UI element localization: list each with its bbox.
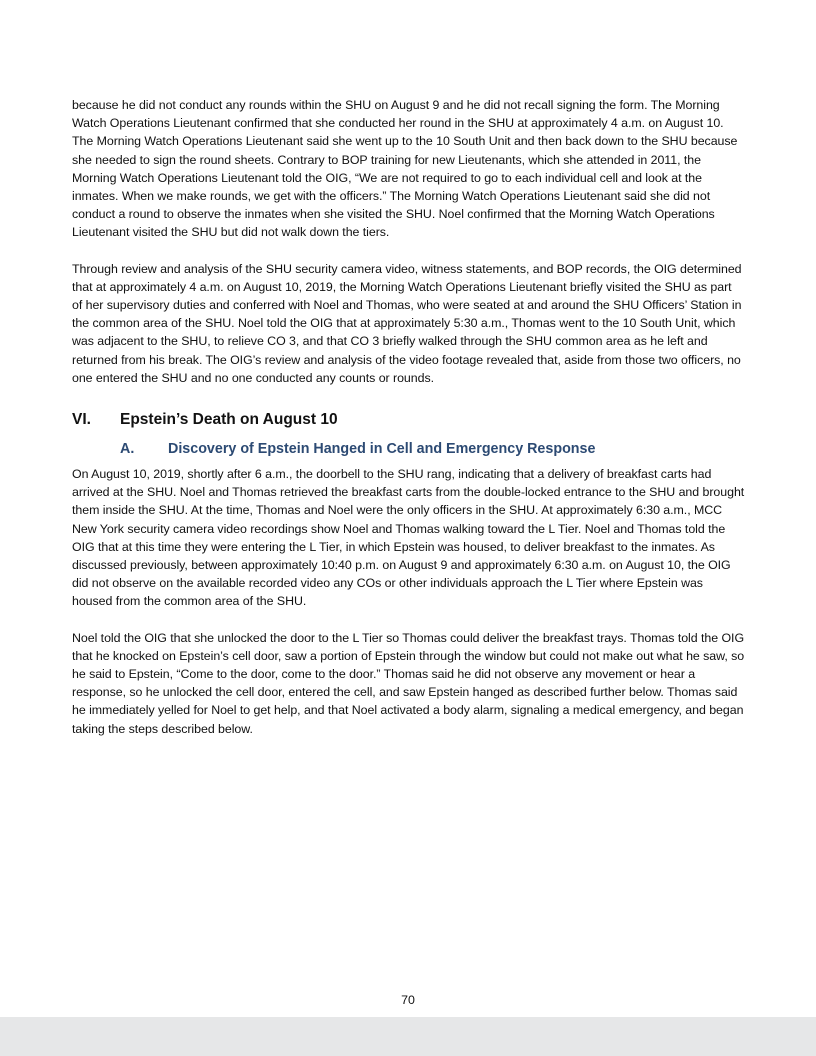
page-content — [72, 96, 745, 738]
section-number: VI. — [72, 411, 91, 429]
section-heading — [72, 411, 745, 433]
subsection-number: A. — [120, 441, 135, 458]
page-number: 70 — [401, 993, 415, 1007]
subsection-heading — [72, 441, 745, 465]
paragraph-discovery: Noel told the OIG that she unlocked the door to the L Tier so Thomas could deliver the breakfast trays. Thomas told the OIG that he knocked on Epstein’s cell door, saw a portion of Epstein through the window but could not make out what he saw, so he said to Epstein, “Come to the door, come to the door.” Thomas said he did not observe any movement or hear a response, so he unlocked the cell door, entered the cell, and saw Epstein hanged as described further below. Thomas said he immediately yelled for Noel to get help, and that Noel activated a body alarm, signaling a medical emergency, and began taking the steps described below. — [72, 630, 745, 736]
subsection-title: Discovery of Epstein Hanged in Cell and Emergency Response — [168, 441, 596, 458]
paragraph-video-review: Through review and analysis of the SHU security camera video, witness statements, and BOP records, the OIG determined that at approximately 4 a.m. on August 10, 2019, the Morning Watch Operations Lieutenant briefly visited the SHU as part of her supervisory duties and conferred with Noel and Thomas, who were seated at and around the SHU Officers’ Station in the common area of the SHU. Noel told the OIG that at approximately 5:30 a.m., Thomas went to the 10 South Unit, which was adjacent to the SHU, to relieve CO 3, and that CO 3 briefly walked through the SHU common area as he left and returned from his break. The OIG’s review and analysis of the video footage revealed that, aside from those two officers, no one entered the SHU and no one conducted any counts or rounds. — [72, 261, 742, 385]
paragraph-breakfast-delivery: On August 10, 2019, shortly after 6 a.m., the doorbell to the SHU rang, indicating that a delivery of breakfast carts had arrived at the SHU. Noel and Thomas retrieved the breakfast carts from the double-locked entrance to the SHU and brought them inside the SHU. At the time, Thomas and Noel were the only officers in the SHU. At approximately 6:30 a.m., MCC New York security camera video recordings show Noel and Thomas walking toward the L Tier. Noel and Thomas told the OIG that at this time they were entering the L Tier, in which Epstein was housed, to deliver breakfast to the inmates. As discussed previously, between approximately 10:40 p.m. on August 9 and approximately 6:30 a.m. on August 10, the OIG did not observe on the available recorded video any COs or other individuals approach the L Tier where Epstein was housed from the common area of the SHU. — [72, 467, 745, 609]
paragraph-rounds-continuation: because he did not conduct any rounds within the SHU on August 9 and he did not recall signing the form. The Morning Watch Operations Lieutenant confirmed that she conducted her round in the SHU at approximately 4 a.m. on August 10. The Morning Watch Operations Lieutenant said she went up to the 10 South Unit and then back down to the SHU because she needed to sign the round sheets. Contrary to BOP training for new Lieutenants, which she attended in 2011, the Morning Watch Operations Lieutenant told the OIG, “We are not required to go to each individual cell and look at the inmates. When we make rounds, we get with the officers.” The Morning Watch Operations Lieutenant said she did not conduct a round to observe the inmates when she visited the SHU. Noel confirmed that the Morning Watch Operations Lieutenant visited the SHU but did not walk down the tiers. — [72, 98, 738, 240]
section-title: Epstein’s Death on August 10 — [120, 411, 338, 429]
